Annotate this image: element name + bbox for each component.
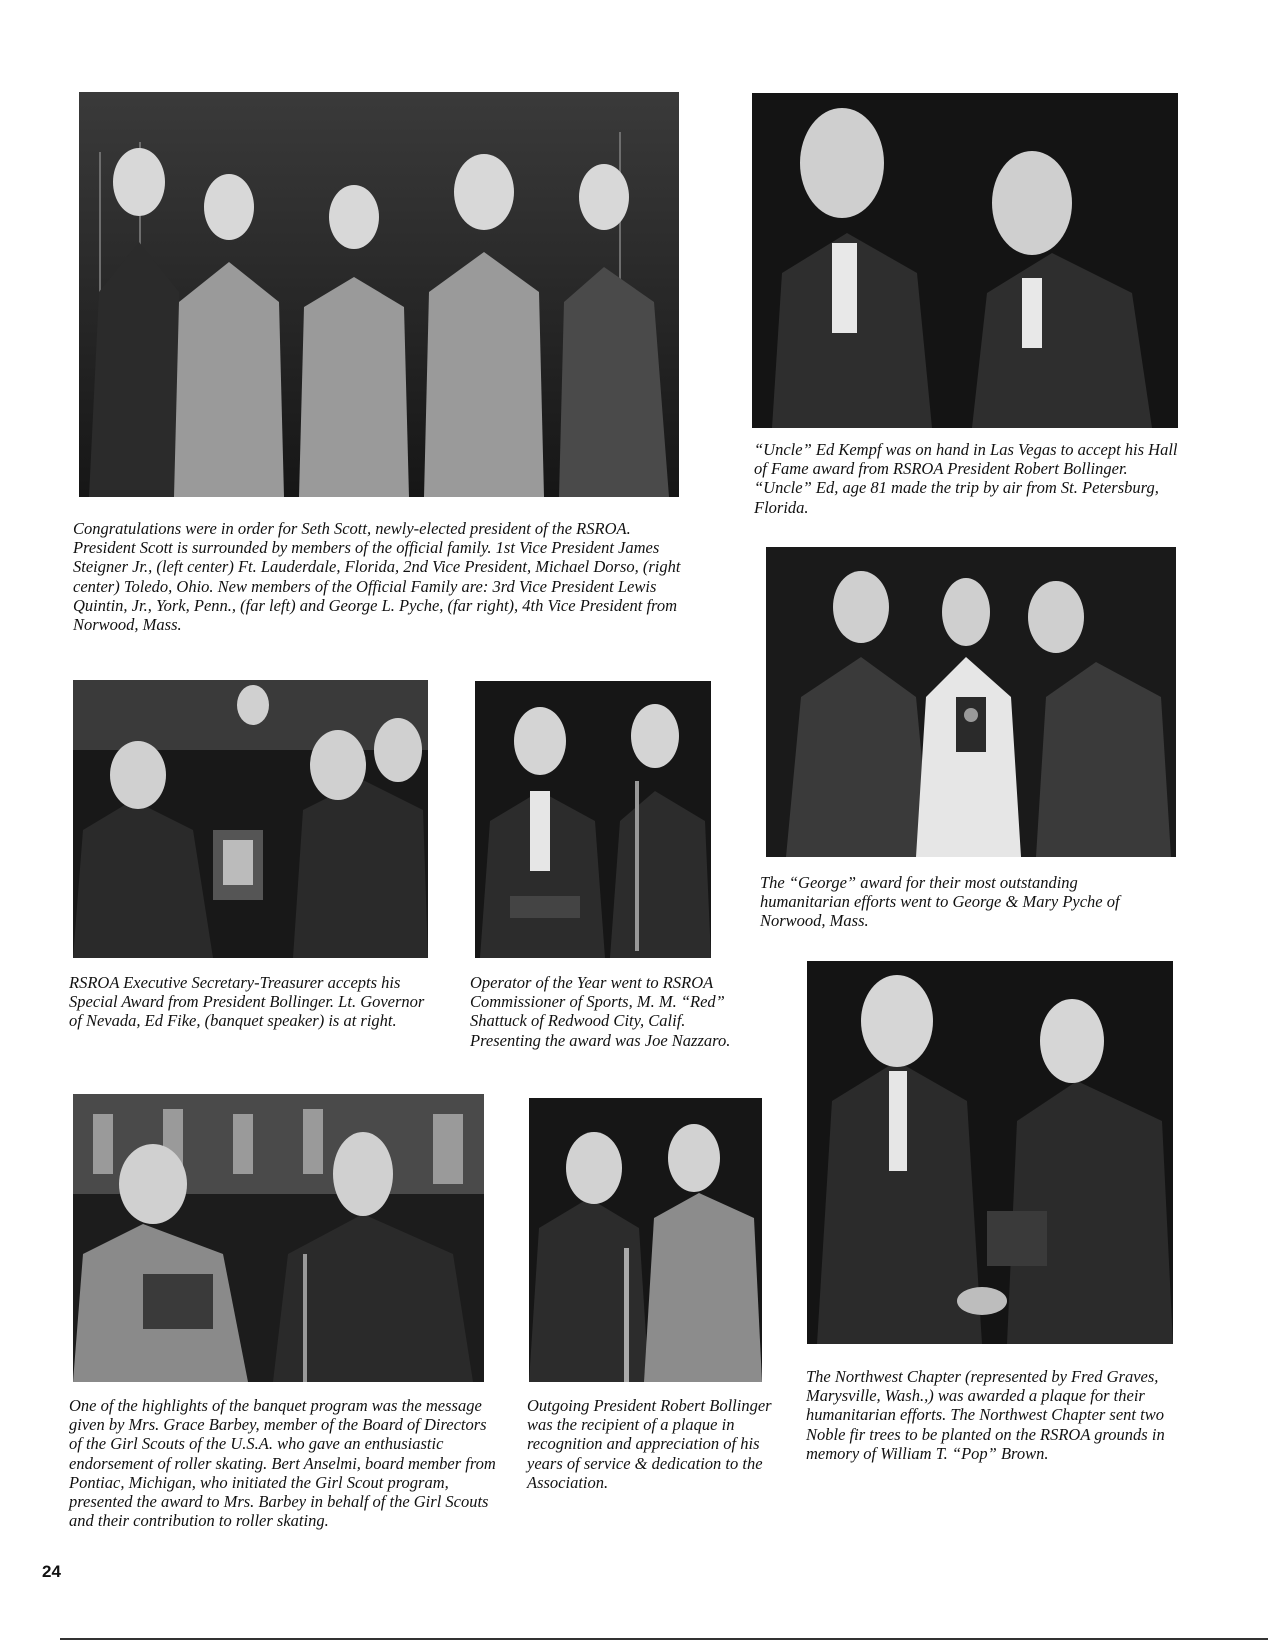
caption-operator-of-year: Operator of the Year went to RSROA Commissioner of Sports, M. M. “Red” Shattuck of Redwood City, Calif. Presenting the award was Joe Nazzaro. <box>470 973 731 1050</box>
photo-george-award <box>766 547 1176 857</box>
bottom-rule <box>60 1638 1268 1640</box>
photo-special-award <box>73 680 428 958</box>
photo-outgoing-president <box>529 1098 762 1382</box>
caption-kempf: “Uncle” Ed Kempf was on hand in Las Vegas to accept his Hall of Fame award from RSROA President Robert Bollinger. “Uncle” Ed, age 81 made the trip by air from St. Petersburg, Florida. <box>754 440 1178 517</box>
photo-northwest-chapter <box>807 961 1173 1344</box>
caption-george-award: The “George” award for their most outstanding humanitarian efforts went to George & Mary Pyche of Norwood, Mass. <box>760 873 1120 931</box>
caption-special-award: RSROA Executive Secretary-Treasurer accepts his Special Award from President Bollinger. Lt. Governor of Nevada, Ed Fike, (banquet speaker) is at right. <box>69 973 425 1031</box>
photo-girl-scouts <box>73 1094 484 1382</box>
page-number: 24 <box>42 1562 61 1581</box>
caption-girl-scouts: One of the highlights of the banquet program was the message given by Mrs. Grace Barbey, member of the Board of Directors of the Girl Scouts of the U.S.A. who gave an enthusiastic endorsement of roller skating. Bert Anselmi, board member from Pontiac, Michigan, who initiated the Girl Scout program, presented the award to Mrs. Barbey in behalf of the Girl Scouts and their contribution to roller skating. <box>69 1396 496 1531</box>
caption-northwest-chapter: The Northwest Chapter (represented by Fred Graves, Marysville, Wash.,) was awarded a plaque for their humanitarian efforts. The Northwest Chapter sent two Noble fir trees to be planted on the RSROA grounds in memory of William T. “Pop” Brown. <box>806 1367 1165 1463</box>
photo-operator-of-year <box>475 681 711 958</box>
photo-officers <box>79 92 679 497</box>
caption-outgoing-president: Outgoing President Robert Bollinger was the recipient of a plaque in recognition and appreciation of his years of service & dedication to the Association. <box>527 1396 772 1492</box>
photo-kempf <box>752 93 1178 428</box>
caption-officers: Congratulations were in order for Seth Scott, newly-elected president of the RSROA. President Scott is surrounded by members of the official family. 1st Vice President James Steigner Jr., (left center) Ft. Lauderdale, Florida, 2nd Vice President, Michael Dorso, (right center) Toledo, Ohio. New members of the Official Family are: 3rd Vice President Lewis Quintin, Jr., York, Penn., (far left) and George L. Pyche, (far right), 4th Vice President from Norwood, Mass. <box>73 519 681 635</box>
